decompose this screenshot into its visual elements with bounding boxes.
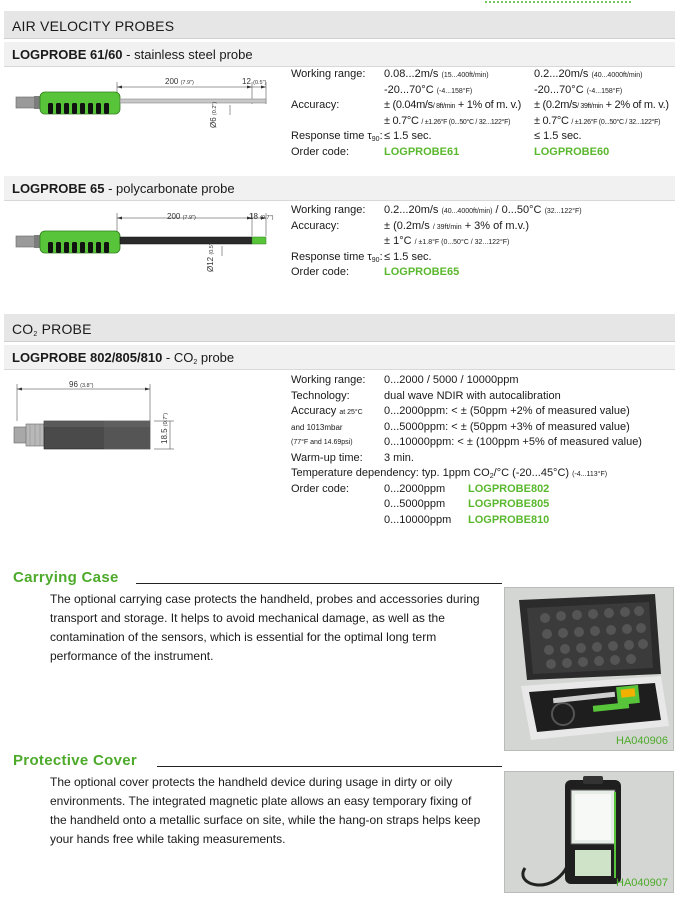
probe-802-specs: Working range: 0...2000 / 5000 / 10000ppm Technology: dual wave NDIR with autocalibration Accuracy at 25°C 0...2000ppm: < ± (50ppm +2% of measured value) and 1013mbar 0...5000ppm: < ± (50ppm +3% of measured value) (77°F and 14.69psi) 0...10000ppm: < ± (100ppm +5% of measured value) Warm-up time: 3 min. Temperature dependency: typ. 1ppm $CO_2/^\circ C$ (-20...45°C) (-4...113°F) Order code: 0...2000ppm LOGPROBE802 0...5000ppm LOGPROBE805 0...10000ppm LOGPROBE810 bbox=[291, 373, 681, 528]
dim-tip: 12 (0.5") bbox=[242, 77, 267, 86]
order-code-logprobe802: LOGPROBE802 bbox=[468, 482, 550, 495]
section-title: AIR VELOCITY PROBES bbox=[12, 18, 175, 34]
dim-length: 96 (3.8") bbox=[69, 380, 94, 389]
section-title: $CO_2$ PROBE bbox=[12, 321, 92, 338]
cover-illustration bbox=[505, 772, 673, 892]
probe-61-specs: Working range: 0.08...2m/s (15...400ft/min) 0.2...20m/s (40...4000ft/min) -20...70°C (-4...158°F) -20...70°C (-4...158°F) Accuracy: ± (0.04m/s/ 8ft/min + 1% of m. v.) ± (0.2m/s/ 39ft/min + 2% of m. v.) ± 0.7°C / ±1.26°F (0...50°C / 32...122°F) ± 0.7°C / ±1.26°F (0...50°C / 32...122°F) Response time $\tau_{90}$: ≤ 1.5 sec. ≤ 1.5 sec. Order code: LOGPROBE61 LOGPROBE60 bbox=[291, 67, 681, 160]
subsection-logprobe-65 bbox=[4, 176, 675, 201]
order-code-logprobe810: LOGPROBE810 bbox=[468, 513, 550, 526]
subsection-title: LOGPROBE 65 - polycarbonate probe bbox=[12, 181, 235, 196]
probe-65-specs: Working range: 0.2...20m/s (40...4000ft/min) / 0...50°C (32...122°F) Accuracy: ± (0.2m/s / 39ft/min + 3% of m.v.) ± 1°C / ±1.8°F (0...50°C / 32...122°F) Response time $\tau_{90}$: ≤ 1.5 sec. Order code: LOGPROBE65 bbox=[291, 203, 681, 281]
dim-length: 200 (7.9") bbox=[165, 77, 194, 86]
subsection-logprobe-61-60 bbox=[4, 42, 675, 67]
order-code-logprobe60: LOGPROBE60 bbox=[534, 145, 610, 158]
protective-cover-heading: Protective Cover bbox=[13, 752, 138, 769]
carrying-case-heading: Carrying Case bbox=[13, 569, 119, 586]
subsection-title: LOGPROBE $802/805/810 - CO_2$ probe bbox=[12, 350, 235, 366]
protective-cover-text: The optional cover protects the handheld device during usage in dirty or oily environments. The integrated magnetic plate allows an easy temporary fixing of the handheld onto a metallic surface on site, while the hang-on straps helps keep your hands free while taking measurements. bbox=[50, 775, 481, 846]
top-decoration bbox=[484, 0, 632, 4]
section-co2-probe bbox=[4, 314, 675, 342]
subsection-title: LOGPROBE 61/60 - stainless steel probe bbox=[12, 47, 253, 62]
dim-tip: 18 (0.7") bbox=[249, 212, 274, 221]
subsection-logprobe-802 bbox=[4, 345, 675, 370]
order-code-logprobe805: LOGPROBE805 bbox=[468, 498, 550, 510]
order-code-logprobe65: LOGPROBE65 bbox=[384, 266, 460, 278]
heading-rule bbox=[136, 583, 502, 584]
probe-65-drawing bbox=[4, 204, 284, 274]
probe-802-drawing bbox=[4, 375, 204, 455]
dim-height: 18.5 (0.7") bbox=[160, 412, 169, 444]
photo-code: HA040907 bbox=[616, 877, 668, 889]
protective-cover-photo bbox=[504, 771, 674, 893]
dim-length: 200 (7.9") bbox=[167, 212, 196, 221]
carrying-case-text: The optional carrying case protects the handheld, probes and accessories during transport and storage. It helps to avoid mechanical damage, as well as the contamination of the sensors, which is essential for the optimal long term performance of the instrument. bbox=[50, 592, 480, 663]
photo-code: HA040906 bbox=[616, 735, 668, 747]
dim-diameter: Ø6 (0.2") bbox=[209, 101, 218, 128]
case-illustration bbox=[505, 588, 673, 750]
heading-rule bbox=[157, 766, 502, 767]
dim-diameter: Ø12 (0.5") bbox=[206, 241, 215, 272]
carrying-case-photo bbox=[504, 587, 674, 751]
section-air-velocity bbox=[4, 11, 675, 39]
order-code-logprobe61: LOGPROBE61 bbox=[384, 145, 460, 158]
